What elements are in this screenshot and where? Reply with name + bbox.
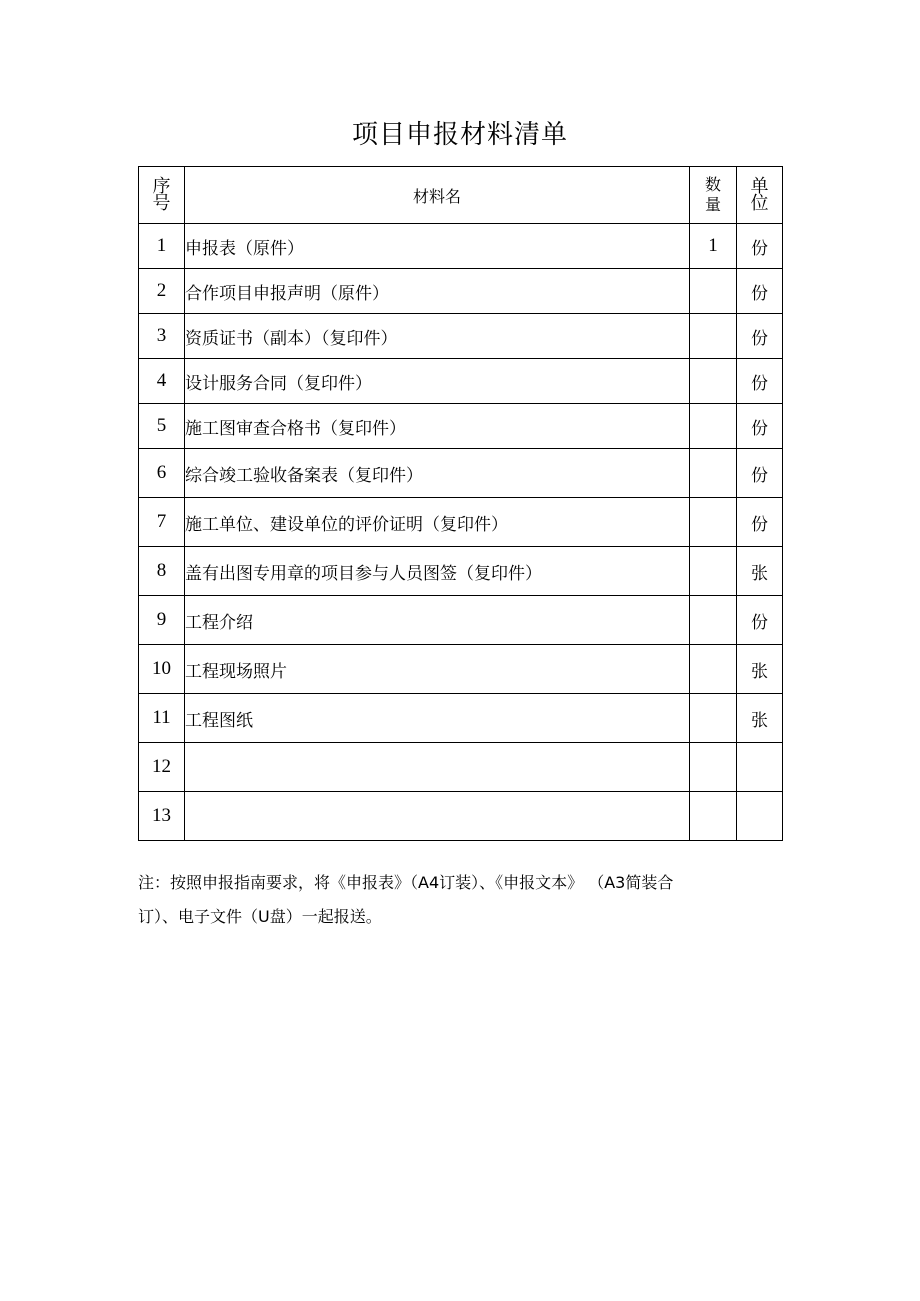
row-unit (737, 792, 783, 841)
row-quantity (690, 404, 737, 449)
row-number: 10 (139, 645, 185, 694)
table-row (139, 645, 783, 694)
row-number: 3 (139, 314, 185, 359)
row-material-name: 工程介绍 (185, 596, 690, 645)
row-unit: 份 (737, 449, 783, 498)
row-number: 13 (139, 792, 185, 841)
row-quantity (690, 314, 737, 359)
row-material-name (185, 792, 690, 841)
row-unit: 份 (737, 269, 783, 314)
footnote-line-1: 注：按照申报指南要求，将《申报表》（A4订装）、《申报文本》 （A3简装合 (138, 873, 674, 892)
row-material-name: 施工图审查合格书（复印件） (185, 404, 690, 449)
row-material-name: 综合竣工验收备案表（复印件） (185, 449, 690, 498)
table-row (139, 498, 783, 547)
row-unit: 份 (737, 498, 783, 547)
row-material-name (185, 743, 690, 792)
row-quantity (690, 596, 737, 645)
row-material-name: 工程图纸 (185, 694, 690, 743)
row-material-name: 合作项目申报声明（原件） (185, 269, 690, 314)
materials-table (138, 166, 783, 841)
row-material-name: 资质证书（副本）（复印件） (185, 314, 690, 359)
row-material-name: 盖有出图专用章的项目参与人员图签（复印件） (185, 547, 690, 596)
header-name: 材料名 (185, 167, 690, 224)
row-quantity: 1 (690, 224, 737, 269)
row-unit: 份 (737, 314, 783, 359)
row-quantity (690, 359, 737, 404)
row-quantity (690, 269, 737, 314)
table-row (139, 269, 783, 314)
row-quantity (690, 743, 737, 792)
table-row (139, 314, 783, 359)
footnote (138, 866, 786, 934)
row-number: 7 (139, 498, 185, 547)
row-unit: 张 (737, 645, 783, 694)
row-quantity (690, 449, 737, 498)
row-number: 1 (139, 224, 185, 269)
table-row (139, 694, 783, 743)
row-number: 2 (139, 269, 185, 314)
row-quantity (690, 498, 737, 547)
row-unit (737, 743, 783, 792)
row-number: 5 (139, 404, 185, 449)
table-row (139, 792, 783, 841)
table-row (139, 404, 783, 449)
row-number: 9 (139, 596, 185, 645)
table-header-row (139, 167, 783, 224)
row-material-name: 工程现场照片 (185, 645, 690, 694)
row-unit: 份 (737, 359, 783, 404)
header-quantity: 数 量 (690, 167, 737, 224)
row-unit: 张 (737, 694, 783, 743)
row-unit: 份 (737, 596, 783, 645)
table-row (139, 449, 783, 498)
header-unit: 单 位 (737, 167, 783, 224)
row-material-name: 施工单位、建设单位的评价证明（复印件） (185, 498, 690, 547)
row-quantity (690, 645, 737, 694)
table-row (139, 224, 783, 269)
table-row (139, 743, 783, 792)
row-number: 4 (139, 359, 185, 404)
footnote-line-2: 订）、电子文件（U盘）一起报送。 (138, 907, 382, 926)
row-number: 8 (139, 547, 185, 596)
row-number: 11 (139, 694, 185, 743)
row-unit: 张 (737, 547, 783, 596)
table-row (139, 596, 783, 645)
row-unit: 份 (737, 224, 783, 269)
row-number: 12 (139, 743, 185, 792)
row-quantity (690, 792, 737, 841)
row-number: 6 (139, 449, 185, 498)
table-row (139, 547, 783, 596)
header-number: 序 号 (139, 167, 185, 224)
row-quantity (690, 694, 737, 743)
row-material-name: 申报表（原件） (185, 224, 690, 269)
row-material-name: 设计服务合同（复印件） (185, 359, 690, 404)
row-unit: 份 (737, 404, 783, 449)
table-row (139, 359, 783, 404)
row-quantity (690, 547, 737, 596)
page-title: 项目申报材料清单 (351, 120, 568, 150)
